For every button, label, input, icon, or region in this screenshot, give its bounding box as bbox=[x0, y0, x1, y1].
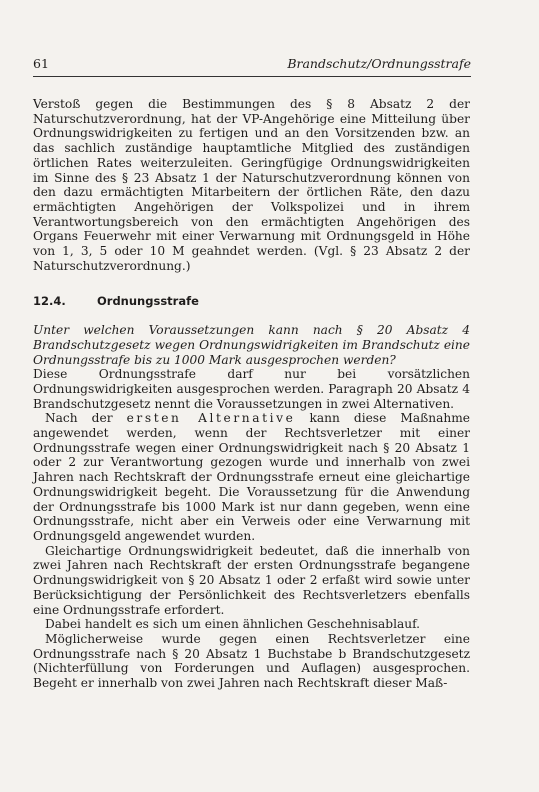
answer-paragraph-5: Möglicherweise wurde gegen einen Rechtsverletzer eine Ordnungsstrafe nach § 20 Absatz 1 Buchstabe b Brandschutzgesetz (Nichterfüllung von Forderungen und Auflagen) ausgesprochen. Begeht er innerhalb von zwei Jahren nach Rechtskraft dieser Maß- bbox=[33, 631, 470, 691]
answer-paragraph-1: Diese Ordnungsstrafe darf nur bei vorsätzlichen Ordnungswidrigkeiten ausgesprochen werden. Paragraph 20 Absatz 4 Brandschutzgesetz nennt die Voraussetzungen in zwei Alternativen. bbox=[33, 367, 470, 411]
paragraph-intro: Verstoß gegen die Bestimmungen des § 8 Absatz 2 der Naturschutzverordnung, hat der VP-Angehörige eine Mitteilung über Ordnungswidrigkeiten zu fertigen und an den Vorsitzenden bzw. an das sachlich zuständige hauptamtliche Mitglied des zuständigen örtlichen Rates weiterzuleiten. Geringfügige Ordnungswidrigkeiten im Sinne des § 23 Absatz 1 der Naturschutzverordnung können von den dazu ermächtigten Mitarbeitern der örtlichen Räte, den dazu ermächtigten Angehörigen der Volkspolizei und in ihrem Verantwortungsbereich von den ermächtigten Angehörigen des Organs Feuerwehr mit einer Verwarnung mit Ordnungsgeld in Höhe von 1, 3, 5 oder 10 M geahndet werden. (Vgl. § 23 Absatz 2 der Naturschutzverordnung.) bbox=[33, 97, 470, 273]
answer-p2-emphasis: ersten Alternative bbox=[126, 411, 296, 426]
answer-paragraph-4: Dabei handelt es sich um einen ähnlichen Geschehnisablauf. bbox=[45, 617, 421, 632]
body-text bbox=[33, 97, 470, 691]
running-title: Brandschutz/Ordnungsstrafe bbox=[287, 56, 471, 71]
answer-paragraph-3: Gleichartige Ordnungswidrigkeit bedeutet, daß die innerhalb von zwei Jahren nach Rechtskraft der ersten Ordnungsstrafe begangene Ordnungswidrigkeit von § 20 Absatz 1 oder 2 erfaßt wird sowie unter Berücksichtigung der Persönlichkeit des Rechtsverletzers ebenfalls eine Ordnungsstrafe erfordert. bbox=[33, 543, 470, 617]
page-header bbox=[33, 56, 471, 71]
answer-p2-prefix: Nach der bbox=[45, 411, 127, 426]
section-question: Unter welchen Voraussetzungen kann nach § 20 Absatz 4 Brandschutzgesetz wegen Ordnungswidrigkeiten im Brandschutz eine Ordnungsstrafe bis zu 1000 Mark ausgesprochen werden? bbox=[33, 323, 470, 367]
answer-paragraph-2 bbox=[33, 411, 470, 543]
section-title: Ordnungsstrafe bbox=[97, 294, 199, 309]
answer-p2-rest: kann diese Maßnahme angewendet werden, wenn der Rechtsverletzer mit einer Ordnungsstrafe wegen einer Ordnungswidrigkeit nach § 20 Absatz 1 oder 2 zur Verantwortung gezogen wurde und innerhalb von zwei Jahren nach Rechtskraft der Ordnungsstrafe erneut eine gleichartige Ordnungswidrigkeit begeht. Die Voraussetzung für die Anwendung der Ordnungsstrafe bis 1000 Mark ist nur dann gegeben, wenn eine Ordnungsstrafe, nicht aber ein Verweis oder eine Verwarnung mit Ordnungsgeld angewendet wurden. bbox=[33, 411, 470, 543]
section-heading bbox=[33, 294, 470, 309]
section-number: 12.4. bbox=[33, 294, 66, 309]
page-number: 61 bbox=[33, 56, 49, 71]
header-rule bbox=[33, 76, 471, 77]
